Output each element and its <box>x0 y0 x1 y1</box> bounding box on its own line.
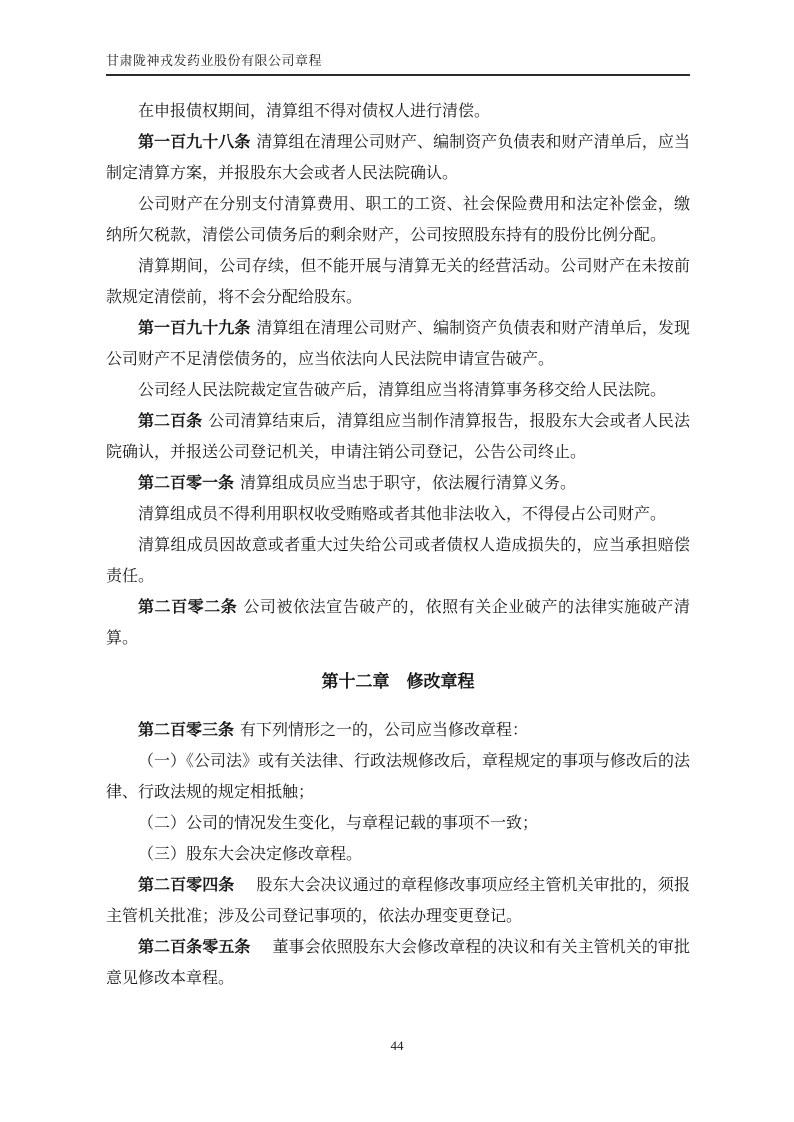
paragraph: 公司经人民法院裁定宣告破产后，清算组应当将清算事务移交给人民法院。 <box>138 382 667 399</box>
article-number: 第二百条零五条 <box>138 939 251 956</box>
article-number: 第二百零一条 <box>138 475 235 492</box>
paragraph: 第一百九十八条 清算组在清理公司财产、编制资产负债表和财产清单后，应当制定清算方案，并报股东大会或者人民法院确认。 <box>106 134 690 182</box>
chapter-heading: 第十二章 修改章程 <box>321 672 475 691</box>
paragraph: 第一百九十九条 清算组在清理公司财产、编制资产负债表和财产清单后，发现公司财产不足清偿债务的，应当依法向人民法院申请宣告破产。 <box>106 320 690 368</box>
paragraph: 第二百零三条 有下列情形之一的，公司应当修改章程： <box>138 722 529 739</box>
paragraph: 第二百条零五条 董事会依照股东大会修改章程的决议和有关主管机关的审批意见修改本章程。 <box>106 939 690 987</box>
article-number: 第二百零四条 <box>138 877 235 894</box>
paragraph: 在申报债权期间，清算组不得对债权人进行清偿。 <box>138 103 491 120</box>
paragraph: 清算组成员因故意或者重大过失给公司或者债权人造成损失的，应当承担赔偿责任。 <box>106 537 690 585</box>
paragraph: 第二百零四条 股东大会决议通过的章程修改事项应经主管机关审批的，须报主管机关批准；涉及公司登记事项的，依法办理变更登记。 <box>106 877 690 925</box>
paragraph: 清算组成员不得利用职权收受贿赂或者其他非法收入，不得侵占公司财产。 <box>138 506 667 523</box>
paragraph: 第二百零一条 清算组成员应当忠于职守，依法履行清算义务。 <box>138 475 577 492</box>
header-title: 甘肃陇神戎发药业股份有限公司章程 <box>106 53 323 68</box>
page-number: 44 <box>390 1038 404 1053</box>
article-number: 第一百九十九条 <box>138 320 251 337</box>
paragraph: 第二百条 公司清算结束后，清算组应当制作清算报告，报股东大会或者人民法院确认，并报送公司登记机关，申请注销公司登记，公告公司终止。 <box>106 413 690 461</box>
page-footer <box>0 1038 794 1054</box>
paragraph: 清算期间，公司存续，但不能开展与清算无关的经营活动。公司财产在未按前款规定清偿前，将不会分配给股东。 <box>106 258 690 306</box>
article-number: 第二百零三条 <box>138 722 235 739</box>
article-number: 第二百零二条 <box>138 599 238 616</box>
paragraph: （一）《公司法》或有关法律、行政法规修改后，章程规定的事项与修改后的法律、行政法规的规定相抵触； <box>106 753 691 801</box>
paragraph: 公司财产在分别支付清算费用、职工的工资、社会保险费用和法定补偿金，缴纳所欠税款，清偿公司债务后的剩余财产，公司按照股东持有的股份比例分配。 <box>106 196 690 244</box>
article-number: 第一百九十八条 <box>138 134 251 151</box>
header-rule <box>106 74 690 76</box>
page-header <box>106 50 690 69</box>
document-body <box>106 96 690 994</box>
article-number: 第二百条 <box>138 413 203 430</box>
paragraph: （二）公司的情况发生变化，与章程记载的事项不一致； <box>138 815 539 832</box>
paragraph: 第二百零二条 公司被依法宣告破产的，依照有关企业破产的法律实施破产清算。 <box>106 599 690 647</box>
paragraph: （三）股东大会决定修改章程。 <box>138 846 363 863</box>
